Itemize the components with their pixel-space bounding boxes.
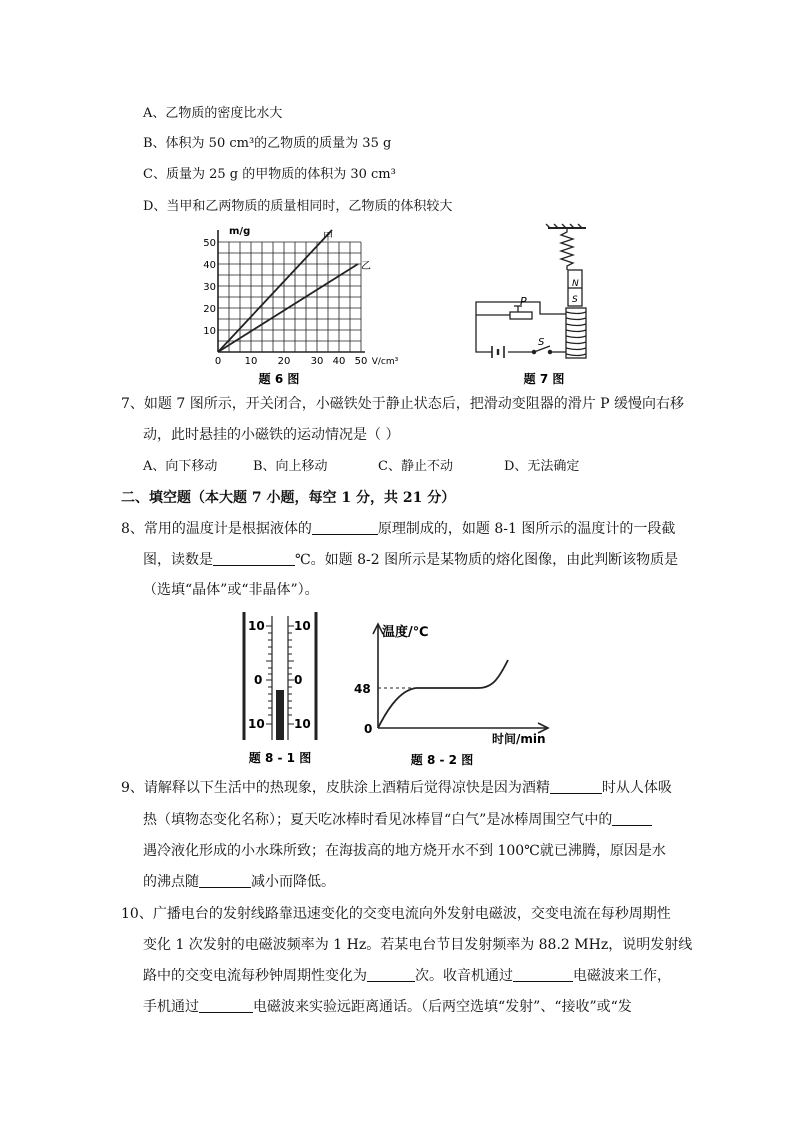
q7-stem-line2: 动，此时悬挂的小磁铁的运动情况是（ ） <box>143 427 400 443</box>
q10-text: 电磁波来工作， <box>573 968 671 984</box>
magnet-s-label: S <box>572 295 578 305</box>
blank[interactable] <box>199 998 253 1013</box>
blank[interactable] <box>367 967 415 982</box>
q9-line1 <box>121 778 672 798</box>
q7-option-d: D、无法确定 <box>504 459 580 474</box>
label-s: S <box>538 337 545 348</box>
rheostat <box>510 312 532 319</box>
fig6-xtick: 30 <box>310 356 324 367</box>
q10-line1: 10、广播电台的发射线路靠迅速变化的交变电流向外发射电磁波，交变电流在每秒周期性 <box>121 906 671 922</box>
q6-option-a: A、乙物质的密度比水大 <box>143 106 283 121</box>
fig6-caption: 题 6 图 <box>258 372 300 386</box>
q6-option-c: C、质量为 25 g 的甲物质的体积为 30 cm³ <box>143 167 396 182</box>
fig6-ytick: 10 <box>203 326 216 337</box>
q8-text: 图，读数是 <box>143 552 213 568</box>
fig6-ytick: 40 <box>203 260 216 271</box>
q6-option-b: B、体积为 50 cm³的乙物质的质量为 35 g <box>143 136 392 151</box>
grid <box>218 242 361 352</box>
fig7-caption: 题 7 图 <box>523 372 565 386</box>
fig6-xtick: 40 <box>332 356 346 367</box>
blank[interactable] <box>213 551 295 566</box>
fig82-caption: 题 8 - 2 图 <box>410 753 474 767</box>
q8-line2 <box>143 550 678 570</box>
q8-text: ℃。如题 8-2 图所示是某物质的熔化图像，由此判断该物质是 <box>295 552 679 568</box>
fig82-xlabel: 时间/min <box>492 732 546 746</box>
fig6-ylabel: m/g <box>229 226 251 237</box>
magnet-n-label: N <box>572 279 579 289</box>
fig6-xlabel: V/cm³ <box>371 357 399 367</box>
q9-text: 9、请解释以下生活中的热现象，皮肤涂上酒精后觉得凉快是因为酒精 <box>121 780 550 796</box>
section-2-title: 二、填空题（本大题 7 小题，每空 1 分，共 21 分） <box>121 490 456 506</box>
q8-text: 原理制成的，如题 8-1 图所示的温度计的一段截 <box>377 521 676 537</box>
blank[interactable] <box>612 811 652 826</box>
q8-line1 <box>121 519 675 539</box>
label-p: P <box>520 295 527 308</box>
q9-line4 <box>143 872 335 892</box>
thermo-right-tick: 10 <box>294 717 311 731</box>
melting-curve <box>378 660 508 728</box>
q6-option-d: D、当甲和乙两物质的质量相同时，乙物质的体积较大 <box>143 199 453 214</box>
blank[interactable] <box>550 779 602 794</box>
q8-text: 8、常用的温度计是根据液体的 <box>121 521 312 537</box>
q9-text: 的沸点随 <box>143 874 199 890</box>
fig82-origin: 0 <box>364 722 373 736</box>
blank[interactable] <box>513 967 573 982</box>
q7-option-a: A、向下移动 <box>143 459 218 474</box>
q10-line2: 变化 1 次发射的电磁波频率为 1 Hz。若某电台节目发射频率为 88.2 MHz，说明发射线 <box>143 937 693 953</box>
q9-text: 减小而降低。 <box>251 874 335 890</box>
thermo-left-tick: 0 <box>254 673 263 687</box>
fig6-ytick: 50 <box>203 238 216 249</box>
q7-option-c: C、静止不动 <box>378 459 453 474</box>
q10-text: 手机通过 <box>143 999 199 1015</box>
fig6-xtick: 50 <box>354 356 368 367</box>
fig82-ylabel: 温度/℃ <box>382 625 429 640</box>
fig6-xtick: 20 <box>277 356 291 367</box>
fig6-ytick: 20 <box>203 304 216 315</box>
fig6-line1-label: 甲 <box>323 232 333 243</box>
thermo-right-tick: 10 <box>294 619 311 633</box>
liquid-column <box>276 690 284 740</box>
blank[interactable] <box>312 520 378 535</box>
coil-winding <box>566 312 586 356</box>
fig6-ytick: 30 <box>203 282 216 293</box>
q10-text: 路中的交变电流每秒钟周期性变化为 <box>143 968 367 984</box>
figure-6-graph <box>195 222 415 390</box>
q9-line3: 遇冷液化形成的小水珠所致；在海拔高的地方烧开水不到 100℃就已沸腾，原因是水 <box>143 843 666 859</box>
q7-stem-line1: 7、如题 7 图所示，开关闭合，小磁铁处于静止状态后，把滑动变阻器的滑片 P 缓慢向右移 <box>121 396 685 412</box>
figure-8-1-thermometer <box>232 608 328 768</box>
fig6-xtick: 0 <box>214 356 222 367</box>
fig81-caption: 题 8 - 1 图 <box>248 751 312 765</box>
thermo-right-tick: 0 <box>294 673 303 687</box>
figure-7-circuit <box>470 222 610 390</box>
q9-text: 热（填物态变化名称）；夏天吃冰棒时看见冰棒冒“白气”是冰棒周围空气中的 <box>143 812 613 828</box>
thermo-left-tick: 10 <box>248 619 265 633</box>
q10-text: 次。收音机通过 <box>415 968 513 984</box>
q8-line3: （选填“晶体”或“非晶体”）。 <box>143 582 319 598</box>
fig82-value48: 48 <box>354 682 371 696</box>
figure-8-2-melting-graph <box>352 612 588 768</box>
q9-line2 <box>143 810 652 830</box>
fig6-line2-label: 乙 <box>361 261 371 272</box>
spring <box>561 228 573 270</box>
q9-text: 时从人体吸 <box>601 780 672 796</box>
q10-line4 <box>143 997 632 1017</box>
blank[interactable] <box>199 873 251 888</box>
q7-option-b: B、向上移动 <box>253 459 328 474</box>
q10-line3 <box>143 966 671 986</box>
q10-text: 电磁波来实验远距离通话。（后两空选填“发射”、“接收”或“发 <box>253 999 632 1015</box>
thermo-left-tick: 10 <box>248 717 265 731</box>
fig6-xtick: 10 <box>244 356 258 367</box>
